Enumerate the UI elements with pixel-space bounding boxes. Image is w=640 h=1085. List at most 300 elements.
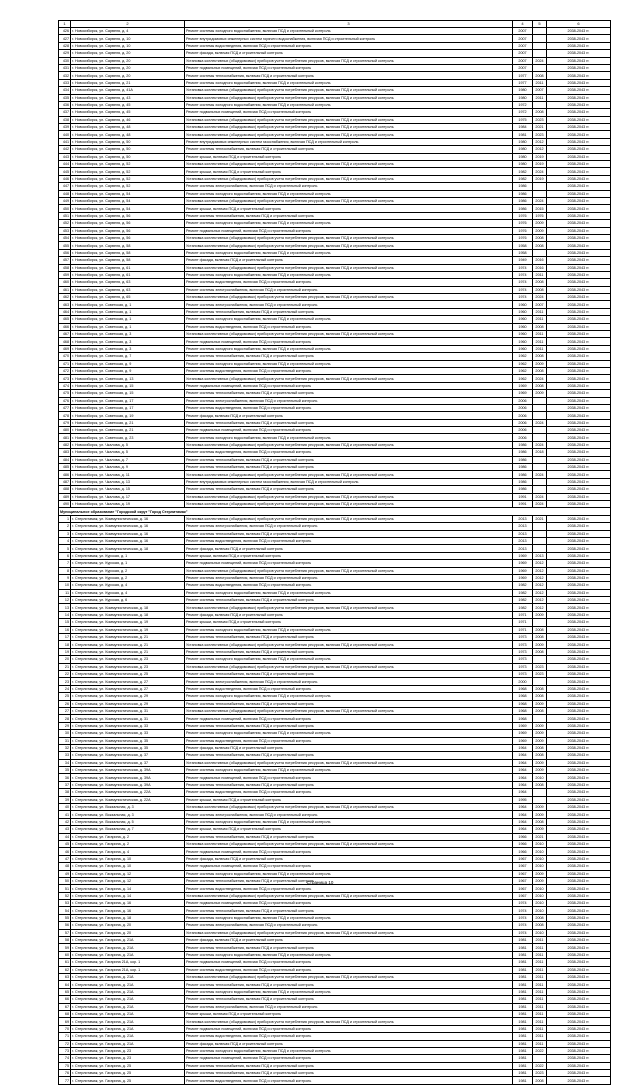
plan-period-cell: 2038-2043 гг. bbox=[547, 286, 611, 293]
table-row bbox=[59, 789, 611, 796]
last-repair-year-cell: 2011 bbox=[533, 996, 547, 1003]
address-cell: г. Стерлитамак, ул. Коммунистическая, д. 31 bbox=[71, 707, 185, 714]
table-row bbox=[59, 1070, 611, 1077]
row-number: 39 bbox=[59, 796, 71, 803]
plan-period-cell: 2038-2043 гг. bbox=[547, 988, 611, 995]
address-cell: г. Стерлитамак, ул. Гагарина, д. 21А bbox=[71, 951, 185, 958]
table-row bbox=[59, 257, 611, 264]
work-type-cell: Ремонт фасада, включая ПСД и строительный контроль bbox=[185, 50, 513, 57]
plan-period-cell: 2038-2043 гг. bbox=[547, 64, 611, 71]
address-cell: г. Новосибирск, ул. Сарвеля, д. 65 bbox=[71, 294, 185, 301]
work-type-cell: Ремонт системы водоотведения, включая ПСД и строительный контроль bbox=[185, 789, 513, 796]
plan-period-cell: 2038-2043 гг. bbox=[547, 79, 611, 86]
row-number: 451 bbox=[59, 212, 71, 219]
address-cell: г. Стерлитамак, ул. Коммунистическая, д. 23 bbox=[71, 663, 185, 670]
table-row bbox=[59, 434, 611, 441]
work-type-cell: Ремонт системы водоотведения, включая ПСД и строительный контроль bbox=[185, 537, 513, 544]
table-row bbox=[59, 1040, 611, 1047]
work-type-cell: Ремонт системы холодного водоснабжения, включая ПСД и строительный контроль bbox=[185, 1047, 513, 1054]
row-number: 73 bbox=[59, 1047, 71, 1054]
last-repair-year-cell: 2008 bbox=[533, 818, 547, 825]
table-row bbox=[59, 412, 611, 419]
last-repair-year-cell: 2008 bbox=[533, 752, 547, 759]
last-repair-year-cell: 2008 bbox=[533, 648, 547, 655]
plan-period-cell: 2038-2043 гг. bbox=[547, 1062, 611, 1069]
row-number: 5 bbox=[59, 545, 71, 552]
last-repair-year-cell bbox=[533, 42, 547, 49]
address-cell: г. Стерлитамак, ул. Курская, д. 1 bbox=[71, 560, 185, 567]
row-number: 446 bbox=[59, 175, 71, 182]
work-type-cell: Ремонт системы водоотведения, включая ПСД и строительный контроль bbox=[185, 42, 513, 49]
row-number: 17 bbox=[59, 634, 71, 641]
work-type-cell: Ремонт фасада, включая ПСД и строительный контроль bbox=[185, 855, 513, 862]
plan-period-cell: 2038-2043 гг. bbox=[547, 375, 611, 382]
last-repair-year-cell: 2008 bbox=[533, 626, 547, 633]
table-row bbox=[59, 1018, 611, 1025]
build-year-cell: 1980 bbox=[513, 146, 533, 153]
row-number: 12 bbox=[59, 597, 71, 604]
address-cell: г. Стерлитамак, ул. Курская, д. 2 bbox=[71, 574, 185, 581]
build-year-cell: 1964 bbox=[513, 818, 533, 825]
address-cell: г. Новосибирск, ул. Сарвеля, д. 52 bbox=[71, 175, 185, 182]
table-row bbox=[59, 124, 611, 131]
table-row bbox=[59, 264, 611, 271]
table-row bbox=[59, 323, 611, 330]
work-type-cell: Ремонт крыши, включая ПСД и строительный контроль bbox=[185, 168, 513, 175]
address-cell: г. Стерлитамак, ул. Коммунистическая, д. 16 bbox=[71, 515, 185, 522]
table-row bbox=[59, 353, 611, 360]
build-year-cell: 1967 bbox=[513, 870, 533, 877]
row-number: 483 bbox=[59, 449, 71, 456]
program-table-body bbox=[59, 21, 611, 1085]
build-year-cell: 1969 bbox=[513, 390, 533, 397]
build-year-cell: 1960 bbox=[513, 308, 533, 315]
address-cell: г. Новосибирск, ул. Сарвеля, д. 10 bbox=[71, 35, 185, 42]
plan-period-cell: 2038-2043 гг. bbox=[547, 951, 611, 958]
address-cell: г. Стерлитамак, ул. Гагарина, д. 21А bbox=[71, 1033, 185, 1040]
table-row bbox=[59, 818, 611, 825]
build-year-cell: 1986 bbox=[513, 471, 533, 478]
last-repair-year-cell bbox=[533, 35, 547, 42]
build-year-cell: 1960 bbox=[513, 316, 533, 323]
address-cell: г. Новосибирск, ул. Сарвеля, д. 41А bbox=[71, 87, 185, 94]
work-type-cell: Ремонт системы теплоснабжения, включая ПСД и строительный контроль bbox=[185, 419, 513, 426]
address-cell: г. Новосибирск, ул. Сарвеля, д. 46 bbox=[71, 116, 185, 123]
row-number: 65 bbox=[59, 988, 71, 995]
build-year-cell: 1966 bbox=[513, 848, 533, 855]
row-number: 36 bbox=[59, 774, 71, 781]
row-number: 75 bbox=[59, 1062, 71, 1069]
row-number: 441 bbox=[59, 138, 71, 145]
work-type-cell: Ремонт системы теплоснабжения, включая ПСД и строительный контроль bbox=[185, 700, 513, 707]
last-repair-year-cell: 2008 bbox=[533, 914, 547, 921]
build-year-cell: 1964 bbox=[513, 811, 533, 818]
last-repair-year-cell: 2011 bbox=[533, 959, 547, 966]
build-year-cell: 2006 bbox=[513, 397, 533, 404]
build-year-cell: 1974 bbox=[513, 922, 533, 929]
row-number: 455 bbox=[59, 242, 71, 249]
build-year-cell: 1960 bbox=[513, 331, 533, 338]
last-repair-year-cell: 2008 bbox=[533, 382, 547, 389]
build-year-cell: 1981 bbox=[513, 951, 533, 958]
row-number: 16 bbox=[59, 626, 71, 633]
build-year-cell: 1981 bbox=[513, 1047, 533, 1054]
plan-period-cell: 2038-2043 гг. bbox=[547, 294, 611, 301]
address-cell: г. Стерлитамак, ул. Гагарина, д. 2 bbox=[71, 833, 185, 840]
address-cell: г. Стерлитамак, ул. Коммунистическая, д. 35 bbox=[71, 744, 185, 751]
work-type-cell: Ремонт фасада, включая ПСД и строительный контроль bbox=[185, 257, 513, 264]
work-type-cell: Ремонт системы теплоснабжения, включая ПСД и строительный контроль bbox=[185, 833, 513, 840]
address-cell: г. Новосибирск, ул. Сарвеля, д. 21 bbox=[71, 79, 185, 86]
work-type-cell: Установка коллективных (общедомовых) приборов учета потребления ресурсов, включая ПСД и строительный контроль bbox=[185, 840, 513, 847]
table-row bbox=[59, 360, 611, 367]
work-type-cell: Ремонт системы холодного водоснабжения, включая ПСД и строительный контроль bbox=[185, 693, 513, 700]
row-number: 8 bbox=[59, 567, 71, 574]
plan-period-cell: 2038-2043 гг. bbox=[547, 885, 611, 892]
table-row bbox=[59, 863, 611, 870]
work-type-cell: Ремонт подвальных помещений, включая ПСД и строительный контроль bbox=[185, 64, 513, 71]
build-year-cell: 1986 bbox=[513, 441, 533, 448]
address-cell: г. Новосибирск, ул. Советская, д. 13 bbox=[71, 375, 185, 382]
plan-period-cell: 2038-2043 гг. bbox=[547, 279, 611, 286]
table-row bbox=[59, 634, 611, 641]
section-title: Муниципальное образование "Городской округ "Город Стерлитамак" bbox=[59, 508, 611, 515]
address-cell: г. Стерлитамак, ул. Гагарина, д. 21А bbox=[71, 944, 185, 951]
last-repair-year-cell: 2008 bbox=[533, 693, 547, 700]
address-cell: г. Новосибирск, ул. Сарвеля, д. 56 bbox=[71, 234, 185, 241]
build-year-cell: 1974 bbox=[513, 914, 533, 921]
table-row bbox=[59, 981, 611, 988]
table-row bbox=[59, 427, 611, 434]
address-cell: г. Стерлитамак, ул. Коммунистическая, д. 23 bbox=[71, 656, 185, 663]
build-year-cell: 1971 bbox=[513, 626, 533, 633]
address-cell: г. Стерлитамак, ул. Гагарина, д. 20 bbox=[71, 929, 185, 936]
work-type-cell: Установка коллективных (общедомовых) приборов учета потребления ресурсов, включая ПСД и строительный контроль bbox=[185, 759, 513, 766]
work-type-cell: Ремонт системы водоотведения, включая ПСД и строительный контроль bbox=[185, 279, 513, 286]
plan-period-cell: 2038-2043 гг. bbox=[547, 574, 611, 581]
row-number: 426 bbox=[59, 28, 71, 35]
last-repair-year-cell: 2011 bbox=[533, 79, 547, 86]
work-type-cell: Ремонт системы теплоснабжения, включая ПСД и строительный контроль bbox=[185, 752, 513, 759]
table-row bbox=[59, 486, 611, 493]
plan-period-cell: 2038-2043 гг. bbox=[547, 50, 611, 57]
address-cell: г. Новосибирск, ул. Советская, д. 15 bbox=[71, 390, 185, 397]
last-repair-year-cell bbox=[533, 486, 547, 493]
last-repair-year-cell: 2008 bbox=[533, 242, 547, 249]
page-number: Страница 10 bbox=[306, 880, 334, 885]
plan-period-cell: 2038-2043 гг. bbox=[547, 796, 611, 803]
build-year-cell: 1975 bbox=[513, 116, 533, 123]
plan-period-cell: 2038-2043 гг. bbox=[547, 715, 611, 722]
build-year-cell: 1962 bbox=[513, 360, 533, 367]
build-year-cell: 1969 bbox=[513, 552, 533, 559]
build-year-cell: 1982 bbox=[513, 175, 533, 182]
plan-period-cell: 2038-2043 гг. bbox=[547, 730, 611, 737]
address-cell: г. Стерлитамак, ул. Коммунистическая, д. 27 bbox=[71, 678, 185, 685]
work-type-cell: Ремонт системы холодного водоснабжения, включая ПСД и строительный контроль bbox=[185, 79, 513, 86]
work-type-cell: Ремонт системы теплоснабжения, включая ПСД и строительный контроль bbox=[185, 996, 513, 1003]
row-number: 28 bbox=[59, 715, 71, 722]
address-cell: г. Стерлитамак, ул. Гагарина, д. 21А bbox=[71, 996, 185, 1003]
work-type-cell: Установка коллективных (общедомовых) приборов учета потребления ресурсов, включая ПСД и строительный контроль bbox=[185, 331, 513, 338]
address-cell: г. Новосибирск, ул. Сарвеля, д. 63 bbox=[71, 279, 185, 286]
work-type-cell: Ремонт крыши, включая ПСД и строительный контроль bbox=[185, 619, 513, 626]
program-table bbox=[58, 20, 611, 1085]
work-type-cell: Установка коллективных (общедомовых) приборов учета потребления ресурсов, включая ПСД и строительный контроль bbox=[185, 471, 513, 478]
work-type-cell: Ремонт подвальных помещений, включая ПСД и строительный контроль bbox=[185, 848, 513, 855]
build-year-cell: 1981 bbox=[513, 937, 533, 944]
table-row bbox=[59, 234, 611, 241]
last-repair-year-cell: 2011 bbox=[533, 1018, 547, 1025]
last-repair-year-cell: 2012 bbox=[533, 582, 547, 589]
table-row bbox=[59, 242, 611, 249]
build-year-cell: 1968 bbox=[513, 693, 533, 700]
row-number: 457 bbox=[59, 257, 71, 264]
address-cell: г. Стерлитамак, ул. Коммунистическая, д. 21 bbox=[71, 641, 185, 648]
work-type-cell: Ремонт подвальных помещений, включая ПСД и строительный контроль bbox=[185, 715, 513, 722]
table-row bbox=[59, 530, 611, 537]
plan-period-cell: 2038-2043 гг. bbox=[547, 663, 611, 670]
row-number: 488 bbox=[59, 486, 71, 493]
build-year-cell: 1974 bbox=[513, 929, 533, 936]
last-repair-year-cell bbox=[533, 427, 547, 434]
row-number: 476 bbox=[59, 397, 71, 404]
plan-period-cell: 2038-2043 гг. bbox=[547, 87, 611, 94]
table-row bbox=[59, 988, 611, 995]
address-cell: г. Стерлитамак, ул. Гагарина, д. 12 bbox=[71, 870, 185, 877]
address-cell: г. Новосибирск, ул. Сарвеля, д. 48 bbox=[71, 131, 185, 138]
address-cell: г. Стерлитамак, ул. Коммунистическая, д. 37 bbox=[71, 752, 185, 759]
row-number: 435 bbox=[59, 94, 71, 101]
plan-period-cell: 2038-2043 гг. bbox=[547, 109, 611, 116]
build-year-cell: 1973 bbox=[513, 634, 533, 641]
address-cell: г. Стерлитамак, ул. Коммунистическая, д. 16 bbox=[71, 523, 185, 530]
address-cell: г. Стерлитамак, ул. Коммунистическая, д. 29 bbox=[71, 700, 185, 707]
last-repair-year-cell: 2009 bbox=[533, 759, 547, 766]
address-cell: г. Новосибирск, ул. Сарвеля, д. 56 bbox=[71, 227, 185, 234]
last-repair-year-cell: 2011 bbox=[533, 951, 547, 958]
last-repair-year-cell: 2008 bbox=[533, 109, 547, 116]
plan-period-cell: 2038-2043 гг. bbox=[547, 678, 611, 685]
plan-period-cell: 2038-2043 гг. bbox=[547, 367, 611, 374]
plan-period-cell: 2038-2043 гг. bbox=[547, 774, 611, 781]
table-row bbox=[59, 619, 611, 626]
table-row bbox=[59, 767, 611, 774]
work-type-cell: Установка коллективных (общедомовых) приборов учета потребления ресурсов, включая ПСД и строительный контроль bbox=[185, 234, 513, 241]
work-type-cell: Ремонт фасада, включая ПСД и строительный контроль bbox=[185, 611, 513, 618]
build-year-cell: 1969 bbox=[513, 574, 533, 581]
work-type-cell: Ремонт системы теплоснабжения, включая ПСД и строительный контроль bbox=[185, 1070, 513, 1077]
last-repair-year-cell bbox=[533, 715, 547, 722]
work-type-cell: Ремонт системы теплоснабжения, включая ПСД и строительный контроль bbox=[185, 981, 513, 988]
row-number: 69 bbox=[59, 1018, 71, 1025]
last-repair-year-cell: 2009 bbox=[533, 737, 547, 744]
address-cell: г. Новосибирск, ул. Сарвеля, д. 52 bbox=[71, 183, 185, 190]
table-row bbox=[59, 331, 611, 338]
last-repair-year-cell: 2008 bbox=[533, 286, 547, 293]
build-year-cell: 2007 bbox=[513, 50, 533, 57]
last-repair-year-cell: 2009 bbox=[533, 870, 547, 877]
row-number: 66 bbox=[59, 996, 71, 1003]
work-type-cell: Ремонт системы теплоснабжения, включая ПСД и строительный контроль bbox=[185, 648, 513, 655]
table-row bbox=[59, 286, 611, 293]
work-type-cell: Установка коллективных (общедомовых) приборов учета потребления ресурсов, включая ПСД и строительный контроль bbox=[185, 94, 513, 101]
last-repair-year-cell: 2023 bbox=[533, 116, 547, 123]
build-year-cell: 1966 bbox=[513, 833, 533, 840]
plan-period-cell: 2038-2043 гг. bbox=[547, 826, 611, 833]
work-type-cell: Ремонт системы холодного водоснабжения, включая ПСД и строительный контроль bbox=[185, 818, 513, 825]
row-number: 482 bbox=[59, 441, 71, 448]
column-number: 1 bbox=[59, 21, 71, 28]
row-number: 42 bbox=[59, 818, 71, 825]
last-repair-year-cell: 2009 bbox=[533, 390, 547, 397]
table-row bbox=[59, 752, 611, 759]
table-row bbox=[59, 50, 611, 57]
address-cell: г. Стерлитамак, ул. Гагарина 21А, кор. 1 bbox=[71, 966, 185, 973]
build-year-cell: 1981 bbox=[513, 1062, 533, 1069]
build-year-cell: 1969 bbox=[513, 730, 533, 737]
work-type-cell: Ремонт системы теплоснабжения, включая ПСД и строительный контроль bbox=[185, 907, 513, 914]
last-repair-year-cell: 2007 bbox=[533, 87, 547, 94]
plan-period-cell: 2038-2043 гг. bbox=[547, 722, 611, 729]
row-number: 43 bbox=[59, 826, 71, 833]
row-number: 432 bbox=[59, 72, 71, 79]
build-year-cell: 1980 bbox=[513, 161, 533, 168]
last-repair-year-cell: 2010 bbox=[533, 840, 547, 847]
plan-period-cell: 2038-2043 гг. bbox=[547, 257, 611, 264]
address-cell: г. Стерлитамак, ул. Гагарина, д. 20 bbox=[71, 922, 185, 929]
last-repair-year-cell bbox=[533, 434, 547, 441]
row-number: 4 bbox=[59, 537, 71, 544]
table-row bbox=[59, 35, 611, 42]
plan-period-cell: 2038-2043 гг. bbox=[547, 116, 611, 123]
last-repair-year-cell: 2012 bbox=[533, 146, 547, 153]
build-year-cell: 1962 bbox=[513, 353, 533, 360]
build-year-cell: 1964 bbox=[513, 759, 533, 766]
work-type-cell: Ремонт системы теплоснабжения, включая ПСД и строительный контроль bbox=[185, 353, 513, 360]
table-row bbox=[59, 626, 611, 633]
build-year-cell: 1964 bbox=[513, 789, 533, 796]
plan-period-cell: 2038-2043 гг. bbox=[547, 877, 611, 884]
last-repair-year-cell: 2008 bbox=[533, 707, 547, 714]
table-row bbox=[59, 175, 611, 182]
table-row bbox=[59, 212, 611, 219]
table-row bbox=[59, 94, 611, 101]
work-type-cell: Ремонт системы водоотведения, включая ПСД и строительный контроль bbox=[185, 449, 513, 456]
plan-period-cell: 2038-2043 гг. bbox=[547, 101, 611, 108]
build-year-cell: 1962 bbox=[513, 367, 533, 374]
row-number: 34 bbox=[59, 759, 71, 766]
table-row bbox=[59, 478, 611, 485]
build-year-cell: 1958 bbox=[513, 249, 533, 256]
section-title-row bbox=[59, 508, 611, 515]
last-repair-year-cell: 2012 bbox=[533, 560, 547, 567]
table-row bbox=[59, 804, 611, 811]
row-number: 48 bbox=[59, 863, 71, 870]
plan-period-cell: 2038-2043 гг. bbox=[547, 744, 611, 751]
work-type-cell: Ремонт фасада, включая ПСД и строительный контроль bbox=[185, 412, 513, 419]
work-type-cell: Ремонт внутридомовых инженерных систем газоснабжения, включая ПСД и строительный контроль bbox=[185, 138, 513, 145]
last-repair-year-cell bbox=[533, 530, 547, 537]
address-cell: г. Новосибирск, ул. Сарвеля, д. 20 bbox=[71, 64, 185, 71]
plan-period-cell: 2038-2043 гг. bbox=[547, 220, 611, 227]
table-row bbox=[59, 294, 611, 301]
plan-period-cell: 2038-2043 гг. bbox=[547, 1055, 611, 1062]
row-number: 50 bbox=[59, 877, 71, 884]
work-type-cell: Установка коллективных (общедомовых) приборов учета потребления ресурсов, включая ПСД и строительный контроль bbox=[185, 264, 513, 271]
work-type-cell: Ремонт системы холодного водоснабжения, включая ПСД и строительный контроль bbox=[185, 101, 513, 108]
plan-period-cell: 2038-2043 гг. bbox=[547, 804, 611, 811]
last-repair-year-cell: 2012 bbox=[533, 597, 547, 604]
address-cell: г. Новосибирск, ул. Советская, д. 9 bbox=[71, 360, 185, 367]
last-repair-year-cell: 2021 bbox=[533, 124, 547, 131]
plan-period-cell: 2038-2043 гг. bbox=[547, 552, 611, 559]
address-cell: г. Стерлитамак, ул. Коммунистическая, д. 29 bbox=[71, 693, 185, 700]
table-row bbox=[59, 574, 611, 581]
build-year-cell: 1981 bbox=[513, 1025, 533, 1032]
work-type-cell: Ремонт подвальных помещений, включая ПСД и строительный контроль bbox=[185, 338, 513, 345]
row-number: 51 bbox=[59, 885, 71, 892]
last-repair-year-cell: 2010 bbox=[533, 907, 547, 914]
table-row bbox=[59, 227, 611, 234]
address-cell: г. Стерлитамак, ул. Гагарина, д. 14 bbox=[71, 892, 185, 899]
last-repair-year-cell: 2010 bbox=[533, 848, 547, 855]
address-cell: г. Новосибирск, ул. Сарвеля, д. 61 bbox=[71, 264, 185, 271]
table-row bbox=[59, 833, 611, 840]
last-repair-year-cell: 2019 bbox=[533, 161, 547, 168]
build-year-cell: 2013 bbox=[513, 530, 533, 537]
last-repair-year-cell: 2011 bbox=[533, 308, 547, 315]
row-number: 2 bbox=[59, 523, 71, 530]
last-repair-year-cell: 2012 bbox=[533, 574, 547, 581]
table-row bbox=[59, 197, 611, 204]
plan-period-cell: 2038-2043 гг. bbox=[547, 271, 611, 278]
address-cell: г. Новосибирск, ул. Сарвеля, д. 56 bbox=[71, 212, 185, 219]
last-repair-year-cell: 2011 bbox=[533, 94, 547, 101]
last-repair-year-cell bbox=[533, 1055, 547, 1062]
row-number: 481 bbox=[59, 434, 71, 441]
table-row bbox=[59, 138, 611, 145]
build-year-cell: 1964 bbox=[513, 752, 533, 759]
work-type-cell: Ремонт системы теплоснабжения, включая ПСД и строительный контроль bbox=[185, 390, 513, 397]
plan-period-cell: 2038-2043 гг. bbox=[547, 1077, 611, 1084]
table-row bbox=[59, 959, 611, 966]
row-number: 430 bbox=[59, 57, 71, 64]
work-type-cell: Ремонт системы теплоснабжения, включая ПСД и строительный контроль bbox=[185, 308, 513, 315]
plan-period-cell: 2038-2043 гг. bbox=[547, 966, 611, 973]
work-type-cell: Ремонт системы холодного водоснабжения, включая ПСД и строительный контроль bbox=[185, 271, 513, 278]
build-year-cell: 1969 bbox=[513, 382, 533, 389]
build-year-cell: 1982 bbox=[513, 597, 533, 604]
address-cell: г. Новосибирск, ул. Сарвеля, д. 54 bbox=[71, 190, 185, 197]
plan-period-cell: 2038-2043 гг. bbox=[547, 124, 611, 131]
row-number: 429 bbox=[59, 50, 71, 57]
build-year-cell: 1974 bbox=[513, 294, 533, 301]
plan-period-cell: 2038-2043 гг. bbox=[547, 523, 611, 530]
plan-period-cell: 2038-2043 гг. bbox=[547, 427, 611, 434]
plan-period-cell: 2038-2043 гг. bbox=[547, 1010, 611, 1017]
build-year-cell: 1976 bbox=[513, 212, 533, 219]
row-number: 55 bbox=[59, 914, 71, 921]
table-row bbox=[59, 28, 611, 35]
address-cell: г. Новосибирск, ул. Сарвеля, д. 56 bbox=[71, 220, 185, 227]
last-repair-year-cell: 2009 bbox=[533, 360, 547, 367]
address-cell: г. Стерлитамак, ул. Гагарина, д. 25 bbox=[71, 1070, 185, 1077]
build-year-cell: 1973 bbox=[513, 670, 533, 677]
row-number: 467 bbox=[59, 331, 71, 338]
build-year-cell: 1974 bbox=[513, 279, 533, 286]
address-cell: г. Стерлитамак, ул. Коммунистическая, д. 33 bbox=[71, 730, 185, 737]
